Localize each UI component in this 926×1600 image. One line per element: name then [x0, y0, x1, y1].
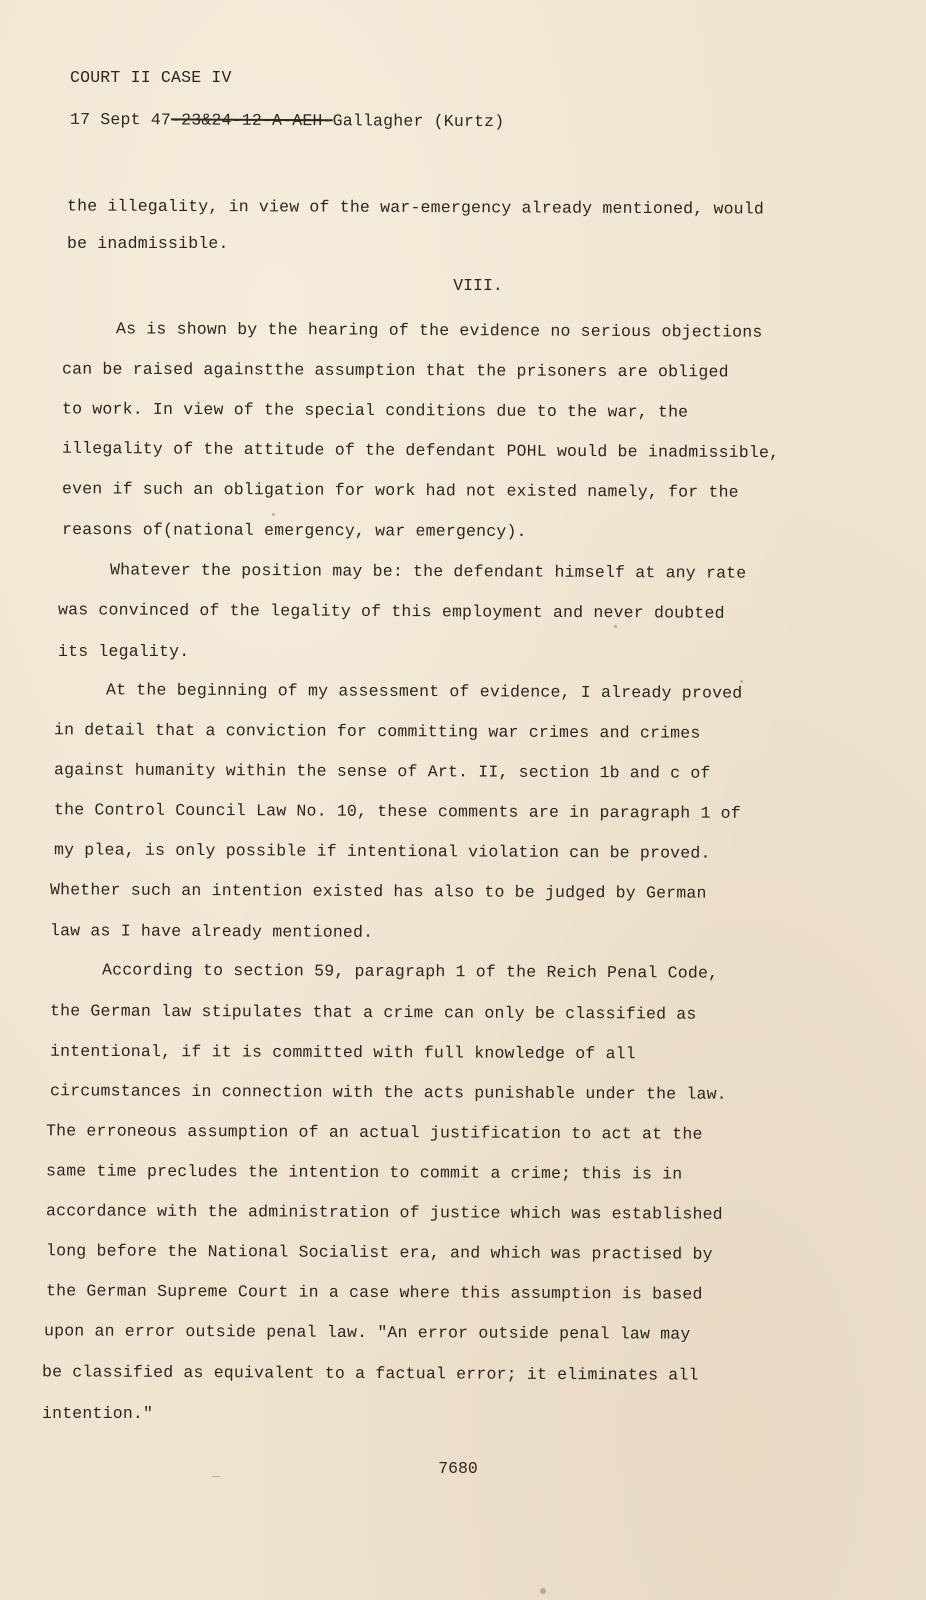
- body-line: be classified as equivalent to a factual error; it eliminates all: [41, 1362, 699, 1385]
- body-line: The erroneous assumption of an actual justification to act at the: [45, 1121, 703, 1144]
- body-line: At the beginning of my assessment of evidence, I already proved: [105, 680, 743, 703]
- body-line: against humanity within the sense of Art. II, section 1b and c of: [53, 760, 711, 783]
- body-line: was convinced of the legality of this employment and never doubted: [57, 600, 725, 623]
- body-line: the Control Council Law No. 10, these comments are in paragraph 1 of: [53, 800, 741, 823]
- body-line: illegality of the attitude of the defendant POHL would be inadmissible,: [61, 438, 780, 463]
- body-line: intention.": [42, 1404, 154, 1423]
- paper-speck: [212, 1476, 220, 1477]
- reporter-names: Gallagher (Kurtz): [332, 111, 505, 132]
- body-line: circumstances in connection with the acts punishable under the law.: [49, 1081, 727, 1104]
- body-line: to work. In view of the special conditions due to the war, the: [61, 399, 689, 422]
- body-line: my plea, is only possible if intentional violation can be proved.: [53, 840, 711, 863]
- body-line: As is shown by the hearing of the evidence no serious objections: [115, 319, 763, 342]
- body-line: According to section 59, paragraph 1 of the Reich Penal Code,: [101, 960, 719, 983]
- body-line: can be raised againstthe assumption that the prisoners are obliged: [61, 359, 729, 382]
- section-heading: VIII.: [453, 276, 503, 295]
- date-prefix: 17 Sept 47: [69, 109, 172, 130]
- body-line: the German law stipulates that a crime can only be classified as: [49, 1001, 697, 1024]
- body-line: intentional, if it is committed with full knowledge of all: [49, 1041, 636, 1064]
- struck-reference: -23&24-12-A-AEH-: [170, 110, 333, 131]
- body-line: Whatever the position may be: the defendant himself at any rate: [109, 560, 747, 583]
- paper-speck: [272, 513, 275, 516]
- paper-speck: [614, 625, 617, 628]
- body-line: in detail that a conviction for committing war crimes and crimes: [53, 720, 701, 743]
- body-line: be inadmissible.: [67, 234, 229, 253]
- body-line: Whether such an intention existed has also to be judged by German: [49, 880, 707, 903]
- body-line: the illegality, in view of the war-emergency already mentioned, would: [66, 196, 765, 219]
- body-line: reasons of(national emergency, war emergency).: [61, 519, 527, 542]
- body-line: long before the National Socialist era, and which was practised by: [45, 1241, 713, 1264]
- paper-speck: [540, 1588, 546, 1594]
- body-line: the German Supreme Court in a case where this assumption is based: [45, 1281, 703, 1304]
- paper-speck: [740, 680, 743, 683]
- page-number: 7680: [438, 1459, 478, 1478]
- body-line: upon an error outside penal law. "An error outside penal law may: [43, 1321, 691, 1344]
- body-line: even if such an obligation for work had not existed namely, for the: [61, 479, 739, 502]
- body-line: same time precludes the intention to commit a crime; this is in: [45, 1161, 683, 1184]
- court-case-header: COURT II CASE IV: [70, 68, 232, 87]
- date-reporter-line: [69, 109, 505, 132]
- body-line: accordance with the administration of justice which was established: [45, 1201, 723, 1224]
- body-line: law as I have already mentioned.: [49, 921, 374, 942]
- body-line: its legality.: [58, 642, 190, 661]
